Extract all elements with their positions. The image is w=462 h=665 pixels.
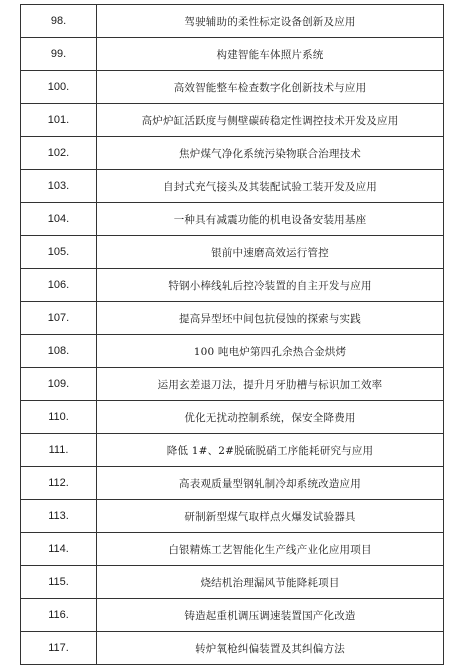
table-row [21,632,444,665]
table-row [21,500,444,533]
project-name: 自封式充气接头及其装配试验工装开发及应用 [97,170,444,203]
table-row [21,467,444,500]
row-number: 108. [21,335,97,368]
table-row [21,137,444,170]
table-row [21,368,444,401]
table-row [21,599,444,632]
row-number: 112. [21,467,97,500]
project-name: 铸造起重机调压调速装置国产化改造 [97,599,444,632]
project-name: 提高异型坯中间包抗侵蚀的探索与实践 [97,302,444,335]
row-number: 107. [21,302,97,335]
row-number: 113. [21,500,97,533]
project-list-body [21,5,444,665]
row-number: 111. [21,434,97,467]
project-name: 100 吨电炉第四孔余热合金烘烤 [97,335,444,368]
project-name: 高炉炉缸活跃度与侧壁碳砖稳定性调控技术开发及应用 [97,104,444,137]
row-number: 104. [21,203,97,236]
project-name: 转炉氧枪纠偏装置及其纠偏方法 [97,632,444,665]
row-number: 117. [21,632,97,665]
table-row [21,302,444,335]
row-number: 103. [21,170,97,203]
table-row [21,203,444,236]
project-name: 银前中速磨高效运行管控 [97,236,444,269]
row-number: 100. [21,71,97,104]
row-number: 110. [21,401,97,434]
project-name: 白银精炼工艺智能化生产线产业化应用项目 [97,533,444,566]
row-number: 105. [21,236,97,269]
table-row [21,236,444,269]
project-name: 运用玄差退刀法，提升月牙肋槽与标识加工效率 [97,368,444,401]
table-row [21,170,444,203]
row-number: 106. [21,269,97,302]
project-name: 优化无扰动控制系统，保安全降费用 [97,401,444,434]
project-list-table [20,4,444,665]
row-number: 109. [21,368,97,401]
project-name: 高效智能整车检查数字化创新技术与应用 [97,71,444,104]
table-row [21,5,444,38]
project-name: 构建智能车体照片系统 [97,38,444,71]
table-row [21,335,444,368]
table-row [21,38,444,71]
table-row [21,566,444,599]
table-row [21,533,444,566]
table-row [21,401,444,434]
row-number: 114. [21,533,97,566]
table-row [21,104,444,137]
project-name: 焦炉煤气净化系统污染物联合治理技术 [97,137,444,170]
project-name: 一种具有减震功能的机电设备安装用基座 [97,203,444,236]
project-name: 研制新型煤气取样点火爆发试验器具 [97,500,444,533]
table-row [21,434,444,467]
row-number: 116. [21,599,97,632]
row-number: 98. [21,5,97,38]
row-number: 101. [21,104,97,137]
project-name: 特钢小棒线轧后控冷装置的自主开发与应用 [97,269,444,302]
row-number: 102. [21,137,97,170]
project-name: 驾驶辅助的柔性标定设备创新及应用 [97,5,444,38]
project-name: 降低 1#、2#脱硫脱硝工序能耗研究与应用 [97,434,444,467]
project-name: 烧结机治理漏风节能降耗项目 [97,566,444,599]
table-row [21,269,444,302]
table-row [21,71,444,104]
project-name: 高表观质量型钢轧制冷却系统改造应用 [97,467,444,500]
row-number: 115. [21,566,97,599]
row-number: 99. [21,38,97,71]
